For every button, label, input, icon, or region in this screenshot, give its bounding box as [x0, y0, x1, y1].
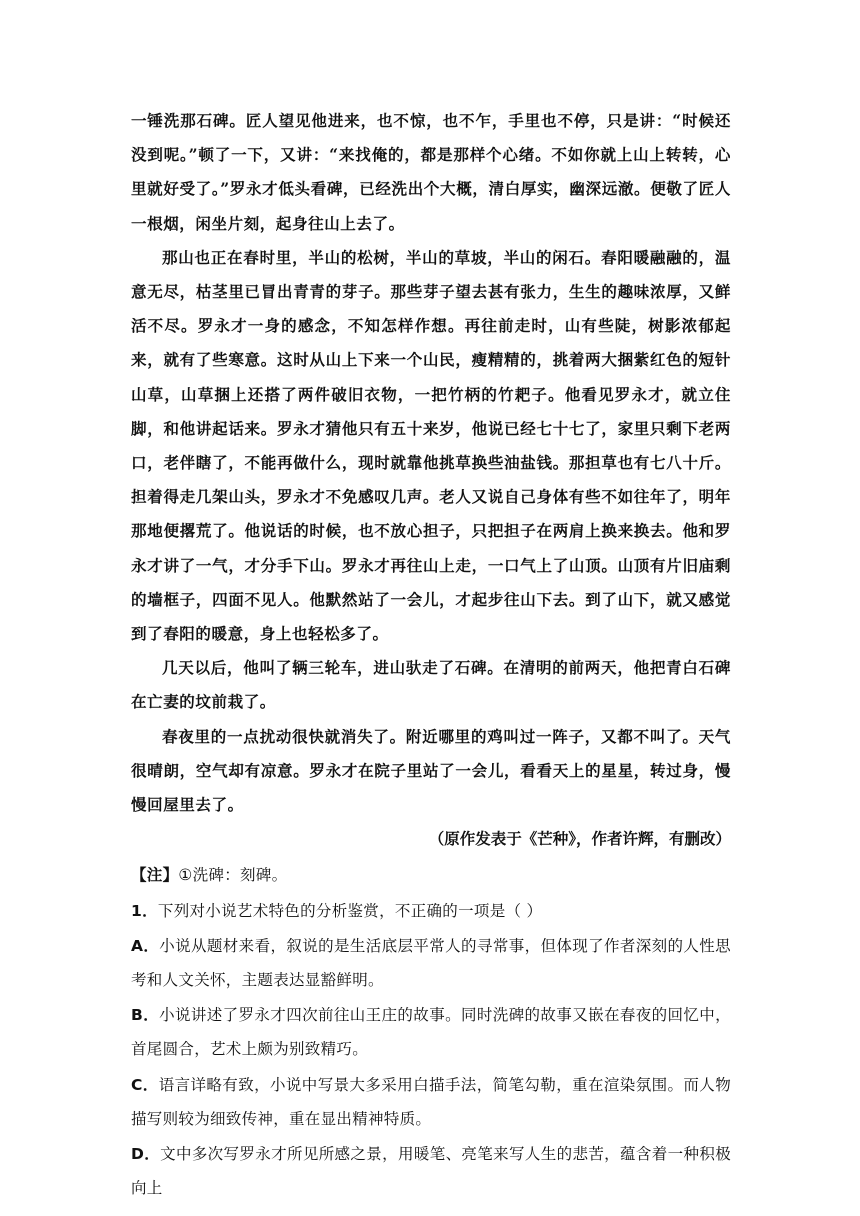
note-tag: 【注】: [131, 866, 179, 885]
option-text: 小说从题材来看，叙说的是生活底层平常人的寻常事，但体现了作者深刻的人性思考和人文关怀，主题表达显豁鲜明。: [131, 936, 731, 990]
option-text: 小说讲述了罗永才四次前往山王庄的故事。同时洗碑的故事又嵌在春夜的回忆中，首尾圆合，艺术上颇为别致精巧。: [131, 1006, 731, 1059]
story-paragraph-4: 春夜里的一点扰动很快就消失了。附近哪里的鸡叫过一阵子，又都不叫了。天气很晴朗，空气却有凉意。罗永才在院子里站了一会儿，看看天上的星星，转过身，慢慢回屋里去了。: [131, 726, 731, 815]
source-attribution: （原作发表于《芒种》，作者许辉，有删改）: [428, 829, 731, 849]
story-paragraph-2: 那山也正在春时里，半山的松树，半山的草坡，半山的闲石。春阳暖融融的，温意无尽，枯茎里已冒出青青的芽子。那些芽子望去甚有张力，生生的趣味浓厚，又鲜活不尽。罗永才一身的感念，不知怎样作想。再往前走时，山有些陡，树影浓郁起来，就有了些寒意。这时从山上下来一个山民，瘦精精的，挑着两大捆紫红色的短针山草，山草捆上还搭了两件破旧衣物，一把竹柄的竹耙子。他看见罗永才，就立住脚，和他讲起话来。罗永才猜他只有五十来岁，他说已经七十七了，家里只剩下老两口，老伴瞎了，不能再做什么，现时就靠他挑草换些油盐钱。那担草也有七八十斤。担着得走几架山头，罗永才不免感叹几声。老人又说自己身体有些不如往年了，明年那地便撂荒了。他说话的时候，也不放心担子，只把担子在两肩上换来换去。他和罗永才讲了一气，才分手下山。罗永才再往山上走，一口气上了山顶。山顶有片旧庙剩的墙框子，四面不见人。他默然站了一会儿，才起步往山下去。到了山下，就又感觉到了春阳的暖意，身上也轻松多了。: [131, 247, 731, 644]
answer-option-d: [131, 1137, 731, 1205]
note-text: ①洗碑：刻碑。: [178, 866, 288, 885]
answer-option-c: [131, 1068, 731, 1136]
option-label: B．: [131, 1006, 160, 1025]
option-label: C．: [131, 1075, 159, 1094]
option-label: A．: [131, 936, 160, 955]
story-paragraph-3: 几天以后，他叫了辆三轮车，进山驮走了石碑。在清明的前两天，他把青白石碑在亡妻的坟前栽了。: [131, 658, 731, 712]
story-paragraph-1: 一锤洗那石碑。匠人望见他进来，也不惊，也不乍，手里也不停，只是讲：“时候还没到呢。”顿了一下，又讲：“来找俺的，都是那样个心绪。不如你就上山上转转，心里就好受了。”罗永才低头看碑，已经洗出个大概，清白厚实，幽深远澈。便敬了匠人一根烟，闲坐片刻，起身往山上去了。: [131, 111, 731, 233]
option-label: D．: [131, 1145, 161, 1164]
answer-option-a: [131, 929, 731, 997]
question-stem: [131, 894, 731, 928]
option-text: 文中多次写罗永才所见所感之景，用暖笔、亮笔来写人生的悲苦，蕴含着一种积极向上: [131, 1145, 731, 1198]
annotation-note: [131, 858, 731, 892]
answer-option-b: [131, 998, 731, 1066]
question-text: 下列对小说艺术特色的分析鉴赏，不正确的一项是（ ）: [157, 901, 543, 920]
question-number: 1．: [131, 901, 158, 920]
document-content: [131, 104, 731, 1206]
option-text: 语言详略有致，小说中写景大多采用白描手法，简笔勾勒，重在渲染氛围。而人物描写则较为细致传神，重在显出精神特质。: [131, 1075, 731, 1128]
